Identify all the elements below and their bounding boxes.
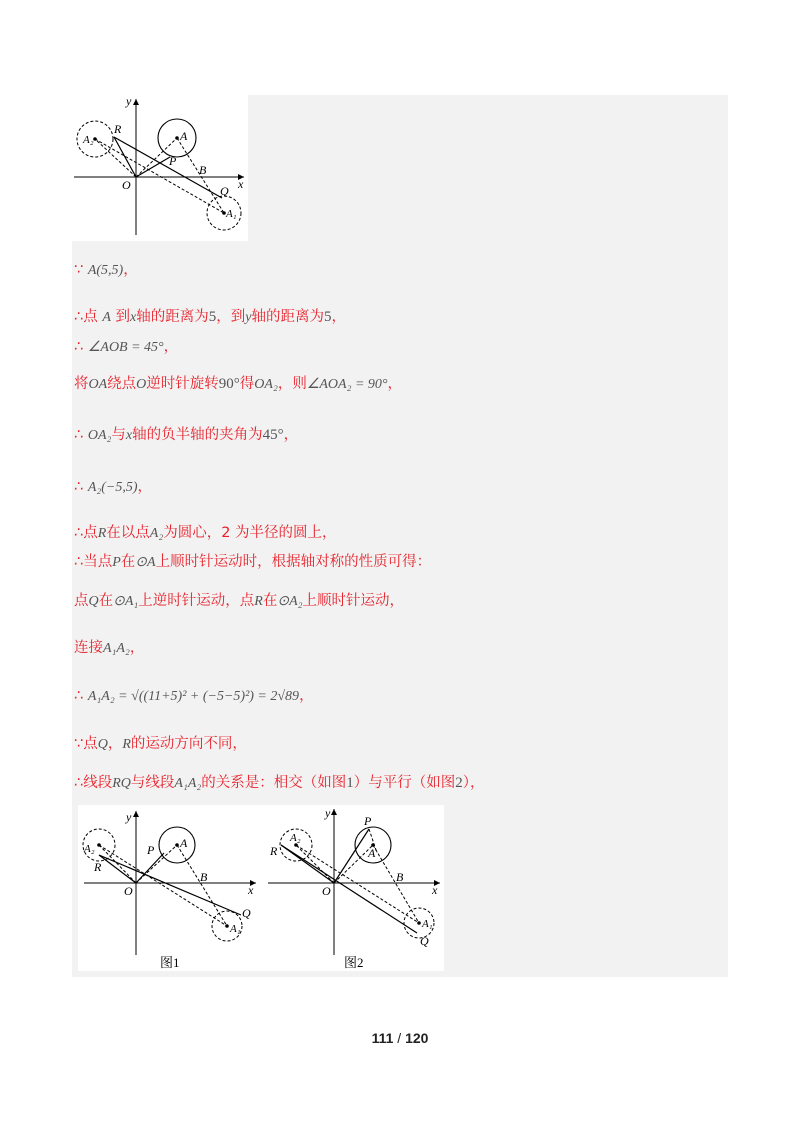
math: ⊙A	[135, 555, 156, 570]
math: y	[245, 310, 252, 325]
point-a-label: A	[180, 129, 188, 143]
point-b-label: B	[199, 163, 207, 177]
fig1-caption: 图1	[160, 955, 180, 970]
point-a2-label: A₂	[83, 134, 94, 146]
text: 绕点	[107, 376, 137, 392]
point-a1-label: A₁	[226, 208, 237, 220]
math: ⊙A₁	[113, 594, 139, 609]
text: ∵点	[74, 736, 98, 752]
text: 轴的负半轴的夹角为	[132, 427, 263, 443]
text: ，到	[216, 309, 246, 325]
line-9	[74, 589, 404, 610]
number: 5	[323, 309, 332, 325]
text: ，	[129, 640, 145, 656]
math-angle-aob: ∠AOB = 45°	[87, 340, 164, 355]
text: ∴点	[74, 525, 98, 541]
because-symbol: ∵	[74, 262, 84, 278]
text: 得	[239, 376, 255, 392]
punct: ，	[137, 479, 153, 495]
text: 连接	[74, 640, 103, 656]
page-number	[0, 1030, 800, 1046]
fig2-y-label: y	[325, 806, 331, 820]
text: 的关系是：相交（如图	[201, 775, 347, 791]
text: 与	[111, 427, 126, 443]
math: P	[112, 555, 121, 570]
fig2-o-label: O	[322, 884, 331, 898]
fig2-a-label: A	[368, 846, 376, 860]
point-o-label: O	[122, 178, 131, 192]
line-12	[74, 732, 247, 753]
line-5	[74, 423, 298, 444]
math-point-a2: A₂(−5,5)	[87, 480, 138, 495]
number: 45°	[262, 427, 284, 443]
figure-top	[72, 95, 248, 241]
text: 点	[74, 593, 89, 609]
therefore-symbol: ∴	[74, 479, 84, 495]
text: 轴的距离为	[136, 309, 209, 325]
text: ，	[107, 736, 123, 752]
text: ∴点	[74, 309, 98, 325]
math: A₁A₂	[103, 641, 130, 656]
fig1-b-label: B	[200, 870, 208, 884]
fig2-caption: 图2	[344, 955, 364, 970]
text: 轴的距离为	[251, 309, 324, 325]
line-11	[74, 684, 314, 705]
point-p-label: P	[169, 154, 177, 168]
figure-bottom-diagrams	[78, 805, 444, 971]
punct: ，	[123, 262, 138, 278]
number: 2	[455, 775, 463, 791]
fig1-x-label: x	[248, 883, 254, 897]
math: ∠AOA₂ = 90°	[306, 377, 388, 392]
text: ，	[387, 376, 403, 392]
text: 与线段	[130, 775, 175, 791]
line-3	[74, 335, 178, 356]
current-page: 111	[371, 1030, 394, 1046]
fig1-a2-label: A₂	[84, 843, 95, 855]
text: 上顺时针运动，	[302, 593, 404, 609]
number: 90°	[218, 376, 240, 392]
text: ），	[462, 775, 485, 791]
figure-bottom	[78, 805, 444, 971]
text: 上顺时针运动时，根据轴对称的性质可得：	[155, 554, 432, 570]
fig2-p-label: P	[364, 814, 372, 828]
line-6	[74, 475, 152, 496]
therefore-symbol: ∴	[74, 427, 84, 443]
line-8	[74, 550, 431, 571]
y-axis-label: y	[126, 95, 132, 108]
figure-2	[268, 806, 440, 970]
therefore-symbol: ∴	[74, 688, 84, 704]
math-point-a: A(5,5)	[87, 263, 124, 278]
math: x	[125, 428, 133, 443]
figure-top-diagram	[72, 95, 248, 241]
math: OA₂	[87, 428, 112, 443]
fig1-o-label: O	[124, 884, 133, 898]
x-axis-label: x	[238, 177, 244, 191]
math: RQ	[112, 776, 131, 791]
fig1-r-label: R	[94, 860, 102, 874]
math: A₁A₂	[174, 776, 202, 791]
fig1-a1-label: A₁	[230, 923, 241, 935]
figure-1	[83, 810, 256, 970]
total-pages: 120	[405, 1030, 429, 1046]
fig2-a2-label: A₂	[290, 832, 301, 844]
text: 将	[74, 376, 89, 392]
math: A₂	[149, 526, 164, 541]
therefore-symbol: ∴	[74, 339, 84, 355]
point-q-label: Q	[220, 184, 229, 198]
text: 在	[262, 593, 278, 609]
fig2-q-label: Q	[420, 934, 429, 948]
fig2-b-label: B	[396, 870, 404, 884]
text: ，	[331, 309, 346, 325]
punct: ，	[163, 339, 179, 355]
math: Q	[88, 594, 99, 609]
math: Q	[97, 737, 108, 752]
math: R	[254, 594, 263, 609]
point-r-label: R	[114, 122, 122, 136]
fig1-y-label: y	[126, 810, 132, 824]
math: OA	[88, 377, 108, 392]
fig2-x-label: x	[432, 883, 438, 897]
fig2-r-label: R	[270, 844, 278, 858]
math: R	[97, 526, 107, 541]
page-separator: /	[397, 1030, 402, 1046]
fig1-p-label: P	[147, 843, 155, 857]
line-7	[74, 521, 337, 542]
text: 在	[120, 554, 136, 570]
fig1-a-label: A	[180, 836, 188, 850]
fig2-a1-label: A₁	[422, 918, 433, 930]
text: ∴当点	[74, 554, 113, 570]
text: 的运动方向不同，	[130, 736, 247, 752]
math: O	[136, 377, 147, 392]
text: ，	[283, 427, 299, 443]
text: 在	[98, 593, 114, 609]
text: ）与平行（如图	[353, 775, 456, 791]
text: 为圆心，2 为半径的圆上，	[163, 525, 337, 541]
text: 在以点	[106, 525, 150, 541]
text: 到	[115, 309, 131, 325]
line-2	[74, 305, 346, 326]
text: 上逆时针运动，点	[138, 593, 255, 609]
punct: ，	[299, 688, 314, 704]
number: 5	[208, 309, 217, 325]
text: 逆时针旋转	[146, 376, 219, 392]
line-4	[74, 372, 402, 393]
number: 1	[346, 775, 354, 791]
text: ，则	[277, 376, 307, 392]
fig1-q-label: Q	[242, 906, 251, 920]
line-1	[74, 258, 138, 279]
math: A	[102, 310, 111, 325]
math: x	[130, 310, 137, 325]
math: ⊙A₂	[277, 594, 303, 609]
math: OA₂	[254, 377, 278, 392]
line-13	[74, 771, 485, 792]
line-10	[74, 636, 144, 657]
text: ∴线段	[74, 775, 113, 791]
math-distance-a1a2: A₁A₂ = √((11+5)² + (−5−5)²) = 2√89	[87, 689, 300, 704]
math: R	[122, 737, 131, 752]
